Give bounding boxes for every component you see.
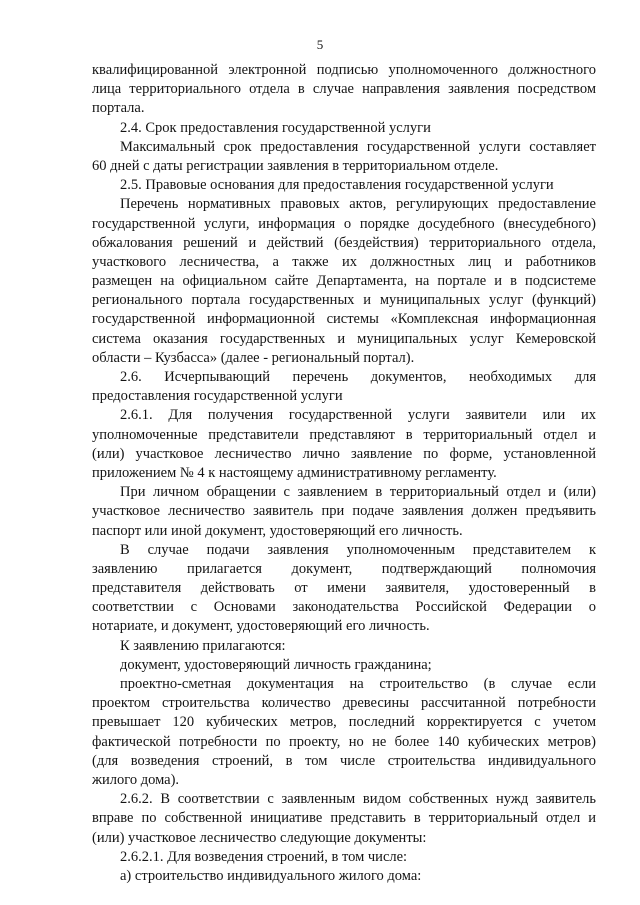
text-line: (или) участковое лесничество следующие документы: [92,829,427,846]
text-line: жилого дома). [92,771,180,788]
text-line: портала. [92,100,145,117]
text-line: области – Кузбасса» (далее - региональный портал). [92,349,415,366]
body-text [92,61,596,886]
text-line: заявлению прилагается документ, подтверждающий полномочия [92,560,596,577]
text-line: 2.6.1. Для получения государственной услуги заявители или их [120,407,596,424]
page-number: 5 [316,37,324,52]
text-line: нотариате, и документ, удостоверяющий его личность. [92,618,430,635]
text-line: проектом строительства количество древесины рассчитанной потребности [92,695,596,712]
text-line: вправе по собственной инициативе представить в территориальный отдел и [92,810,596,827]
text-line: При личном обращении с заявлением в территориальный отдел и (или) [120,484,596,501]
text-line: документ, удостоверяющий личность гражданина; [120,656,432,673]
text-line: проектно-сметная документация на строительство (в случае если [120,676,596,692]
text-line: государственной услуги, информация о порядке досудебного (внесудебного) [92,215,596,232]
text-line: регионального портала государственных и муниципальных услуг (функций) [92,292,596,309]
text-line: фактической потребности по проекту, но не более 140 кубических метров) [92,733,596,750]
text-line: система оказания государственных и муниципальных услуг Кемеровской [92,330,596,347]
text-line: а) строительство индивидуального жилого дома: [120,867,422,884]
text-line: уполномоченные представители представляют в территориальный отдел и [92,426,596,443]
text-line: (для возведения строений, в том числе строительства индивидуального [92,752,596,769]
text-line: обжалования решений и действий (бездействия) территориального отдела, [92,234,596,251]
text-line: Максимальный срок предоставления государственной услуги составляет [120,138,596,155]
text-line: 2.6. Исчерпывающий перечень документов, необходимых для [120,369,596,385]
text-line: Перечень нормативных правовых актов, регулирующих предоставление [120,196,596,213]
text-line: превышает 120 кубических метров, последний корректируется с учетом [92,714,596,731]
text-line: лица территориального отдела в случае направления заявления посредством [92,81,596,98]
text-line: приложением № 4 к настоящему административному регламенту. [92,464,497,481]
text-line: квалифицированной электронной подписью уполномоченного должностного [92,62,596,78]
text-line: паспорт или иной документ, удостоверяющий его личность. [92,522,463,539]
text-line: соответствии с Основами законодательства Российской Федерации о [92,599,596,616]
text-line: К заявлению прилагаются: [120,637,286,654]
text-line: 2.5. Правовые основания для предоставления государственной услуги [120,177,554,194]
text-line: 2.6.2.1. Для возведения строений, в том числе: [120,848,408,865]
text-line: участковое лесничество заявитель при подаче заявления должен предъявить [92,503,596,520]
text-line: представителя действовать от имени заявителя, удостоверенный в [92,580,596,597]
text-line: 60 дней с даты регистрации заявления в территориальном отделе. [92,157,499,174]
text-line: размещен на официальном сайте Департамента, на портале и в подсистеме [92,273,596,290]
text-line: 2.6.2. В соответствии с заявленным видом собственных нужд заявитель [120,791,596,808]
text-line: государственной информационной системы «Комплексная информационная [92,311,596,328]
text-line: (или) участковое лесничество лично заявление по форме, установленной [92,445,596,462]
text-line: участкового лесничества, а также их должностных лиц и работников [92,253,596,270]
text-line: предоставления государственной услуги [92,388,343,405]
text-line: 2.4. Срок предоставления государственной услуги [120,119,431,136]
text-line: В случае подачи заявления уполномоченным представителем к [120,541,596,558]
